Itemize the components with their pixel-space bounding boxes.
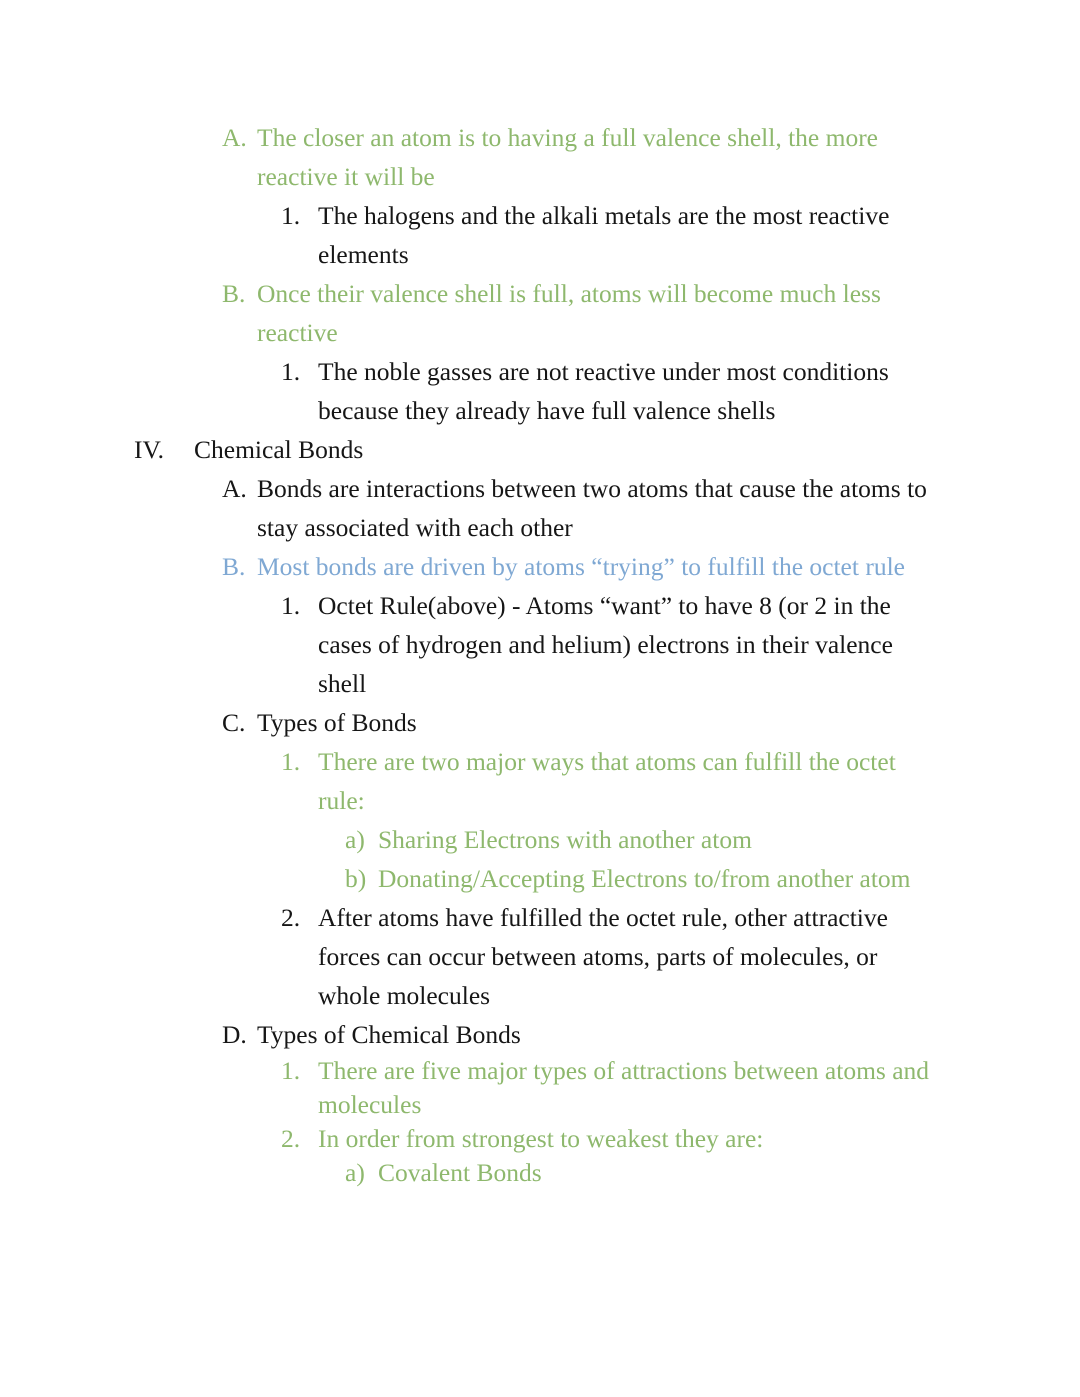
outline-item-marker: a) [345, 825, 365, 854]
outline-item [0, 859, 1080, 898]
outline-item-text: The closer an atom is to having a full valence shell, the more reactive it will be [257, 123, 879, 191]
outline-item-text: Donating/Accepting Electrons to/from another atom [378, 864, 911, 893]
outline-item-marker: 1. [281, 201, 301, 230]
outline-item-marker: 1. [281, 747, 301, 776]
outline-item [0, 1122, 1080, 1156]
outline-item-text: There are five major types of attractions between atoms and molecules [318, 1056, 930, 1119]
outline-item-text: Bonds are interactions between two atoms that cause the atoms to stay associated with each other [257, 474, 927, 542]
outline-item-text: Octet Rule(above) - Atoms “want” to have 8 (or 2 in the cases of hydrogen and helium) electrons in their valence shell [318, 591, 893, 698]
outline-item-marker: 2. [281, 1124, 301, 1153]
outline-item-marker: IV. [134, 435, 164, 464]
outline-item-text: Once their valence shell is full, atoms will become much less reactive [257, 279, 881, 347]
outline-item [0, 352, 1080, 430]
outline-item [0, 703, 1080, 742]
outline-item [0, 547, 1080, 586]
outline-item [0, 1015, 1080, 1054]
outline-item-text: Types of Bonds [257, 708, 417, 737]
outline-item-text: After atoms have fulfilled the octet rule, other attractive forces can occur between atoms, parts of molecules, or whole molecules [318, 903, 888, 1010]
outline-item [0, 118, 1080, 196]
outline-item-text: In order from strongest to weakest they are: [318, 1124, 764, 1153]
outline-item-text: Types of Chemical Bonds [257, 1020, 521, 1049]
outline-item [0, 274, 1080, 352]
outline-item-marker: a) [345, 1158, 365, 1187]
outline-item-marker: 1. [281, 357, 301, 386]
outline-list [0, 118, 1080, 1190]
outline-item-text: Chemical Bonds [194, 435, 364, 464]
outline-item-marker: D. [222, 1020, 247, 1049]
outline-item [0, 898, 1080, 1015]
outline-item-marker: 2. [281, 903, 301, 932]
outline-item [0, 586, 1080, 703]
outline-item-marker: B. [222, 279, 246, 308]
outline-item [0, 196, 1080, 274]
outline-item-text: Covalent Bonds [378, 1158, 542, 1187]
outline-item-marker: 1. [281, 591, 301, 620]
outline-item [0, 469, 1080, 547]
outline-item-marker: b) [345, 864, 367, 893]
outline-item-marker: A. [222, 123, 247, 152]
outline-item [0, 742, 1080, 820]
outline-item-text: There are two major ways that atoms can fulfill the octet rule: [318, 747, 896, 815]
outline-item-marker: 1. [281, 1056, 301, 1085]
outline-item-text: The noble gasses are not reactive under most conditions because they already have full valence shells [318, 357, 889, 425]
outline-item-text: Most bonds are driven by atoms “trying” to fulfill the octet rule [257, 552, 905, 581]
outline-item [0, 820, 1080, 859]
outline-item-text: Sharing Electrons with another atom [378, 825, 752, 854]
outline-item-marker: A. [222, 474, 247, 503]
outline-item [0, 1054, 1080, 1122]
outline-item [0, 1156, 1080, 1190]
outline-item-marker: C. [222, 708, 246, 737]
outline-item [0, 430, 1080, 469]
outline-item-marker: B. [222, 552, 246, 581]
outline-item-text: The halogens and the alkali metals are the most reactive elements [318, 201, 890, 269]
